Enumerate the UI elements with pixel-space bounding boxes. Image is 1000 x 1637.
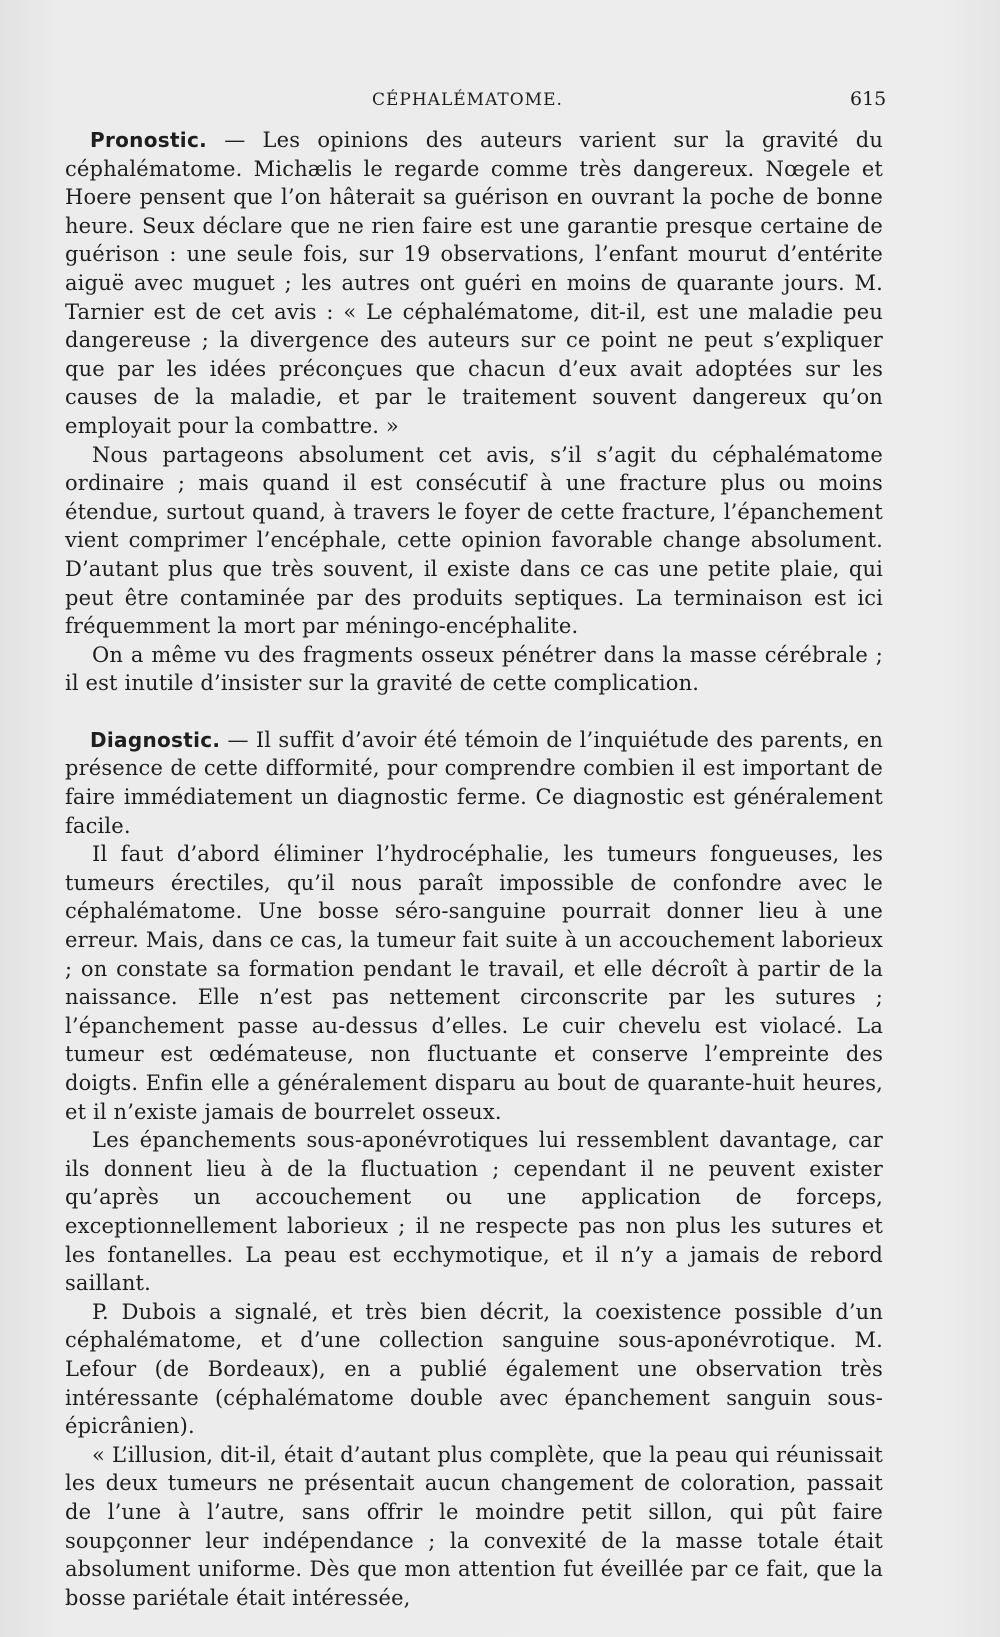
diagnostic-paragraph-1: [65, 726, 883, 840]
diagnostic-paragraph-4: P. Dubois a signalé, et très bien décrit, la coexistence possible d’un céphalématome, et d’une collection sanguine sous-aponévrotique. M. Lefour (de Bordeaux), en a publié également une observation très intéressante (céphalématome double avec épanchement sanguin sous-épicrânien).: [65, 1299, 883, 1439]
body-text: [65, 126, 883, 1612]
page-number: 615: [850, 88, 887, 110]
pronostic-paragraph-2: Nous partageons absolument cet avis, s’il s’agit du céphalématome ordinaire ; mais quand il est consécutif à une fracture plus ou moins étendue, surtout quand, à travers le foyer de cette fracture, l’épanchement vient comprimer l’encéphale, cette opinion favorable change absolument. D’autant plus que très souvent, il existe dans ce cas une petite plaie, qui peut être contaminée par des produits septiques. La terminaison est ici fréquemment la mort par méningo-encéphalite.: [65, 442, 883, 639]
pronostic-paragraph-3: On a même vu des fragments osseux pénétrer dans la masse cérébrale ; il est inutile d’insister sur la gravité de cette complication.: [65, 642, 883, 696]
section-heading-pronostic: Pronostic.: [90, 128, 208, 152]
diagnostic-paragraph-5: « L’illusion, dit-il, était d’autant plus complète, que la peau qui réunissait les deux tumeurs ne présentait aucun changement de coloration, passait de l’une à l’autre, sans offrir le moindre petit sillon, qui pût faire soupçonner leur indépendance ; la convexité de la masse totale était absolument uniforme. Dès que mon attention fut éveillée par ce fait, que la bosse pariétale était intéressée,: [65, 1442, 883, 1610]
pronostic-paragraph-1: [65, 126, 883, 441]
diagnostic-paragraph-3: Les épanchements sous-aponévrotiques lui ressemblent davantage, car ils donnent lieu à de la fluctuation ; cependant il ne peuvent exister qu’après un accouchement ou une application de forceps, exceptionnellement laborieux ; il ne respecte pas non plus les sutures et les fontanelles. La peau est ecchymotique, et il n’y a jamais de rebord saillant.: [65, 1128, 883, 1296]
paragraph-text: — Il suffit d’avoir été témoin de l’inquiétude des parents, en présence de cette difformité, pour comprendre combien il est important de faire immédiatement un diagnostic ferme. Ce diagnostic est généralement facile.: [65, 727, 883, 838]
page-header: [0, 90, 1000, 120]
paragraph-text: — Les opinions des auteurs varient sur la gravité du céphalématome. Michælis le regarde comme très dangereux. Nœgele et Hoere pensent que l’on hâterait sa guérison en ouvrant la poche de bonne heure. Seux déclare que ne rien faire est une garantie presque certaine de guérison : une seule fois, sur 19 observations, l’enfant mourut d’entérite aiguë avec muguet ; les autres ont guéri en moins de quarante jours. M. Tarnier est de cet avis : « Le céphalématome, dit-il, est une maladie peu dangereuse ; la divergence des auteurs sur ce point ne peut s’expliquer que par les idées préconçues que chacun d’eux avait adoptées sur les causes de la maladie, et par le traitement souvent dangereux qu’on employait pour la combattre. »: [65, 128, 883, 438]
diagnostic-paragraph-2: Il faut d’abord éliminer l’hydrocéphalie, les tumeurs fongueuses, les tumeurs érectiles, qu’il nous paraît impossible de confondre avec le céphalématome. Une bosse séro-sanguine pourrait donner lieu à une erreur. Mais, dans ce cas, la tumeur fait suite à un accouchement laborieux ; on constate sa formation pendant le travail, et elle décroît à partir de la naissance. Elle n’est pas nettement circonscrite par les sutures ; l’épanchement passe au-dessus d’elles. Le cuir chevelu est violacé. La tumeur est œdémateuse, non fluctuante et conserve l’empreinte des doigts. Enfin elle a généralement disparu au bout de quarante-huit heures, et il n’existe jamais de bourrelet osseux.: [65, 842, 883, 1124]
section-heading-diagnostic: Diagnostic.: [90, 727, 221, 752]
running-title: CÉPHALÉMATOME.: [372, 90, 563, 110]
